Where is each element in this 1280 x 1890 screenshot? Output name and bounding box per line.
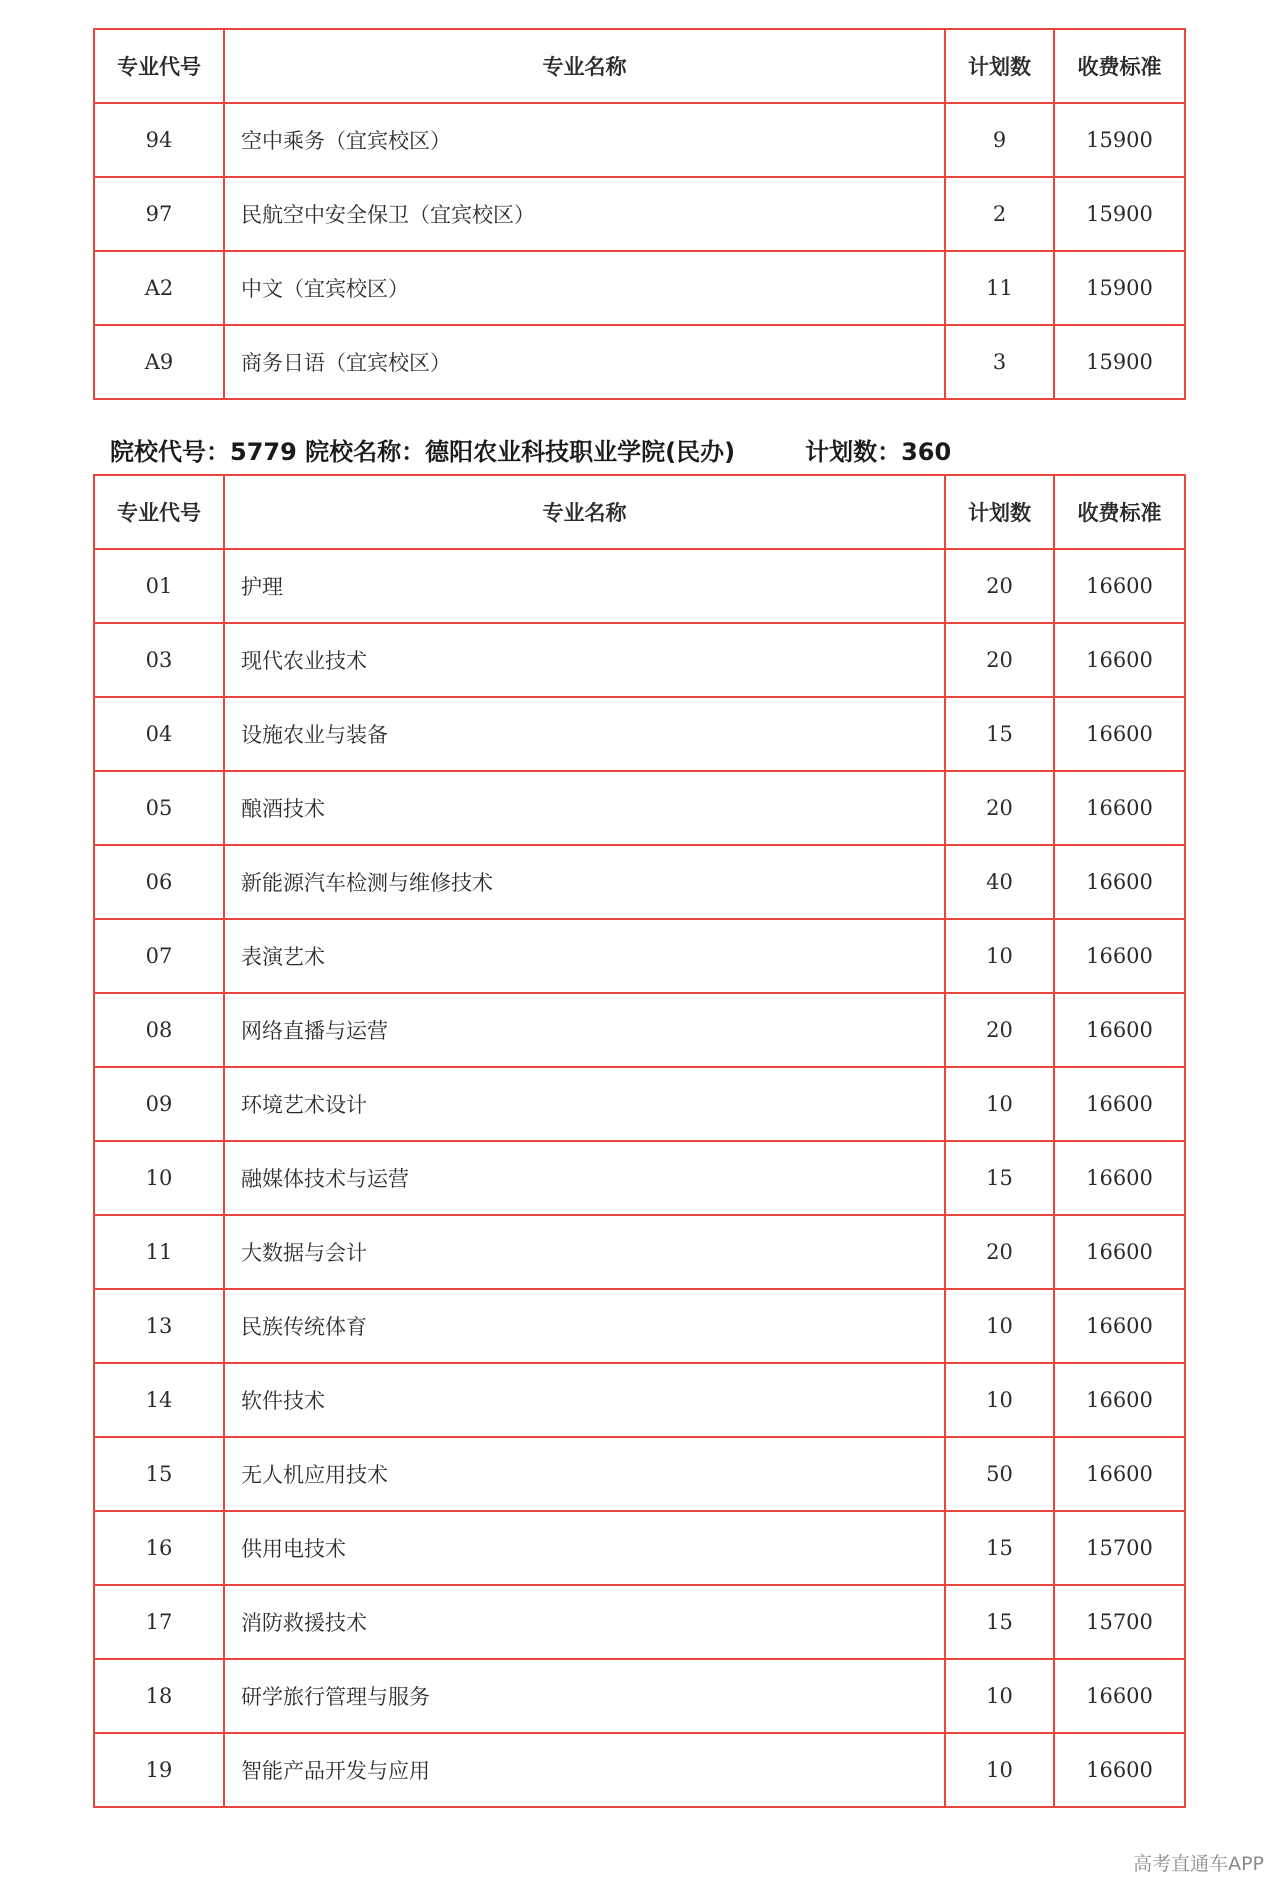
cell-code: 06	[94, 845, 224, 919]
cell-code: 08	[94, 993, 224, 1067]
school-info-header	[110, 434, 951, 470]
cell-name: 供用电技术	[224, 1511, 945, 1585]
cell-name: 软件技术	[224, 1363, 945, 1437]
cell-name: 民航空中安全保卫（宜宾校区）	[224, 177, 945, 251]
header-name: 专业名称	[224, 29, 945, 103]
cell-plan: 11	[945, 251, 1054, 325]
cell-name: 网络直播与运营	[224, 993, 945, 1067]
table-row	[94, 1215, 1185, 1289]
cell-plan: 15	[945, 1141, 1054, 1215]
major-table-2	[93, 474, 1186, 1808]
table-row	[94, 1141, 1185, 1215]
table-row	[94, 771, 1185, 845]
cell-name: 酿酒技术	[224, 771, 945, 845]
table-row	[94, 103, 1185, 177]
cell-fee: 15900	[1054, 177, 1185, 251]
cell-fee: 16600	[1054, 1659, 1185, 1733]
cell-code: 11	[94, 1215, 224, 1289]
cell-plan: 20	[945, 771, 1054, 845]
table-row	[94, 993, 1185, 1067]
cell-code: 10	[94, 1141, 224, 1215]
cell-fee: 15700	[1054, 1585, 1185, 1659]
cell-plan: 15	[945, 1585, 1054, 1659]
cell-code: 17	[94, 1585, 224, 1659]
cell-fee: 16600	[1054, 697, 1185, 771]
header-fee: 收费标准	[1054, 29, 1185, 103]
cell-name: 商务日语（宜宾校区）	[224, 325, 945, 399]
cell-name: 无人机应用技术	[224, 1437, 945, 1511]
table-row	[94, 623, 1185, 697]
cell-plan: 15	[945, 1511, 1054, 1585]
school-name: 德阳农业科技职业学院(民办)	[425, 438, 736, 466]
cell-code: A2	[94, 251, 224, 325]
header-code: 专业代号	[94, 475, 224, 549]
school-code-label: 院校代号：	[110, 438, 230, 466]
cell-name: 现代农业技术	[224, 623, 945, 697]
header-plan: 计划数	[945, 29, 1054, 103]
cell-plan: 20	[945, 549, 1054, 623]
table-row	[94, 1437, 1185, 1511]
cell-code: 04	[94, 697, 224, 771]
cell-name: 民族传统体育	[224, 1289, 945, 1363]
cell-name: 消防救援技术	[224, 1585, 945, 1659]
table-row	[94, 251, 1185, 325]
cell-code: 09	[94, 1067, 224, 1141]
cell-fee: 15900	[1054, 325, 1185, 399]
cell-code: 01	[94, 549, 224, 623]
cell-fee: 16600	[1054, 1067, 1185, 1141]
cell-code: 05	[94, 771, 224, 845]
table-header-row	[94, 475, 1185, 549]
table-row	[94, 549, 1185, 623]
cell-name: 环境艺术设计	[224, 1067, 945, 1141]
cell-fee: 16600	[1054, 1437, 1185, 1511]
table-row	[94, 1585, 1185, 1659]
table-row	[94, 1067, 1185, 1141]
cell-fee: 15700	[1054, 1511, 1185, 1585]
cell-plan: 10	[945, 1289, 1054, 1363]
cell-code: 07	[94, 919, 224, 993]
cell-plan: 10	[945, 919, 1054, 993]
cell-code: 19	[94, 1733, 224, 1807]
table-row	[94, 845, 1185, 919]
header-fee: 收费标准	[1054, 475, 1185, 549]
cell-fee: 16600	[1054, 845, 1185, 919]
cell-name: 融媒体技术与运营	[224, 1141, 945, 1215]
cell-fee: 16600	[1054, 993, 1185, 1067]
cell-plan: 10	[945, 1733, 1054, 1807]
cell-fee: 16600	[1054, 919, 1185, 993]
cell-code: 13	[94, 1289, 224, 1363]
cell-plan: 20	[945, 993, 1054, 1067]
header-name: 专业名称	[224, 475, 945, 549]
cell-code: 16	[94, 1511, 224, 1585]
cell-plan: 15	[945, 697, 1054, 771]
cell-plan: 40	[945, 845, 1054, 919]
cell-plan: 20	[945, 1215, 1054, 1289]
cell-name: 空中乘务（宜宾校区）	[224, 103, 945, 177]
cell-code: A9	[94, 325, 224, 399]
table-row	[94, 1659, 1185, 1733]
cell-code: 97	[94, 177, 224, 251]
table-row	[94, 1363, 1185, 1437]
cell-name: 表演艺术	[224, 919, 945, 993]
cell-code: 14	[94, 1363, 224, 1437]
cell-fee: 15900	[1054, 103, 1185, 177]
table-row	[94, 1733, 1185, 1807]
school-code: 5779	[230, 438, 297, 466]
cell-name: 中文（宜宾校区）	[224, 251, 945, 325]
table-row	[94, 325, 1185, 399]
cell-code: 03	[94, 623, 224, 697]
cell-plan: 10	[945, 1067, 1054, 1141]
cell-fee: 16600	[1054, 771, 1185, 845]
cell-fee: 16600	[1054, 623, 1185, 697]
cell-plan: 10	[945, 1659, 1054, 1733]
cell-fee: 16600	[1054, 549, 1185, 623]
table-header-row	[94, 29, 1185, 103]
cell-code: 15	[94, 1437, 224, 1511]
cell-plan: 20	[945, 623, 1054, 697]
cell-name: 大数据与会计	[224, 1215, 945, 1289]
watermark-text: 高考直通车APP	[1133, 1853, 1264, 1875]
school-plan-total: 360	[901, 438, 952, 466]
cell-code: 18	[94, 1659, 224, 1733]
cell-plan: 9	[945, 103, 1054, 177]
cell-fee: 15900	[1054, 251, 1185, 325]
cell-code: 94	[94, 103, 224, 177]
table-row	[94, 919, 1185, 993]
header-plan: 计划数	[945, 475, 1054, 549]
cell-fee: 16600	[1054, 1363, 1185, 1437]
cell-name: 设施农业与装备	[224, 697, 945, 771]
table-row	[94, 697, 1185, 771]
cell-fee: 16600	[1054, 1289, 1185, 1363]
cell-plan: 10	[945, 1363, 1054, 1437]
cell-plan: 3	[945, 325, 1054, 399]
major-table-1	[93, 28, 1186, 400]
table-row	[94, 177, 1185, 251]
cell-name: 护理	[224, 549, 945, 623]
school-name-label: 院校名称：	[305, 438, 426, 466]
table-row	[94, 1289, 1185, 1363]
cell-name: 智能产品开发与应用	[224, 1733, 945, 1807]
cell-fee: 16600	[1054, 1141, 1185, 1215]
cell-plan: 2	[945, 177, 1054, 251]
cell-fee: 16600	[1054, 1215, 1185, 1289]
table-row	[94, 1511, 1185, 1585]
cell-fee: 16600	[1054, 1733, 1185, 1807]
cell-plan: 50	[945, 1437, 1054, 1511]
cell-name: 研学旅行管理与服务	[224, 1659, 945, 1733]
school-plan-label: 计划数：	[805, 438, 902, 466]
cell-name: 新能源汽车检测与维修技术	[224, 845, 945, 919]
header-code: 专业代号	[94, 29, 224, 103]
